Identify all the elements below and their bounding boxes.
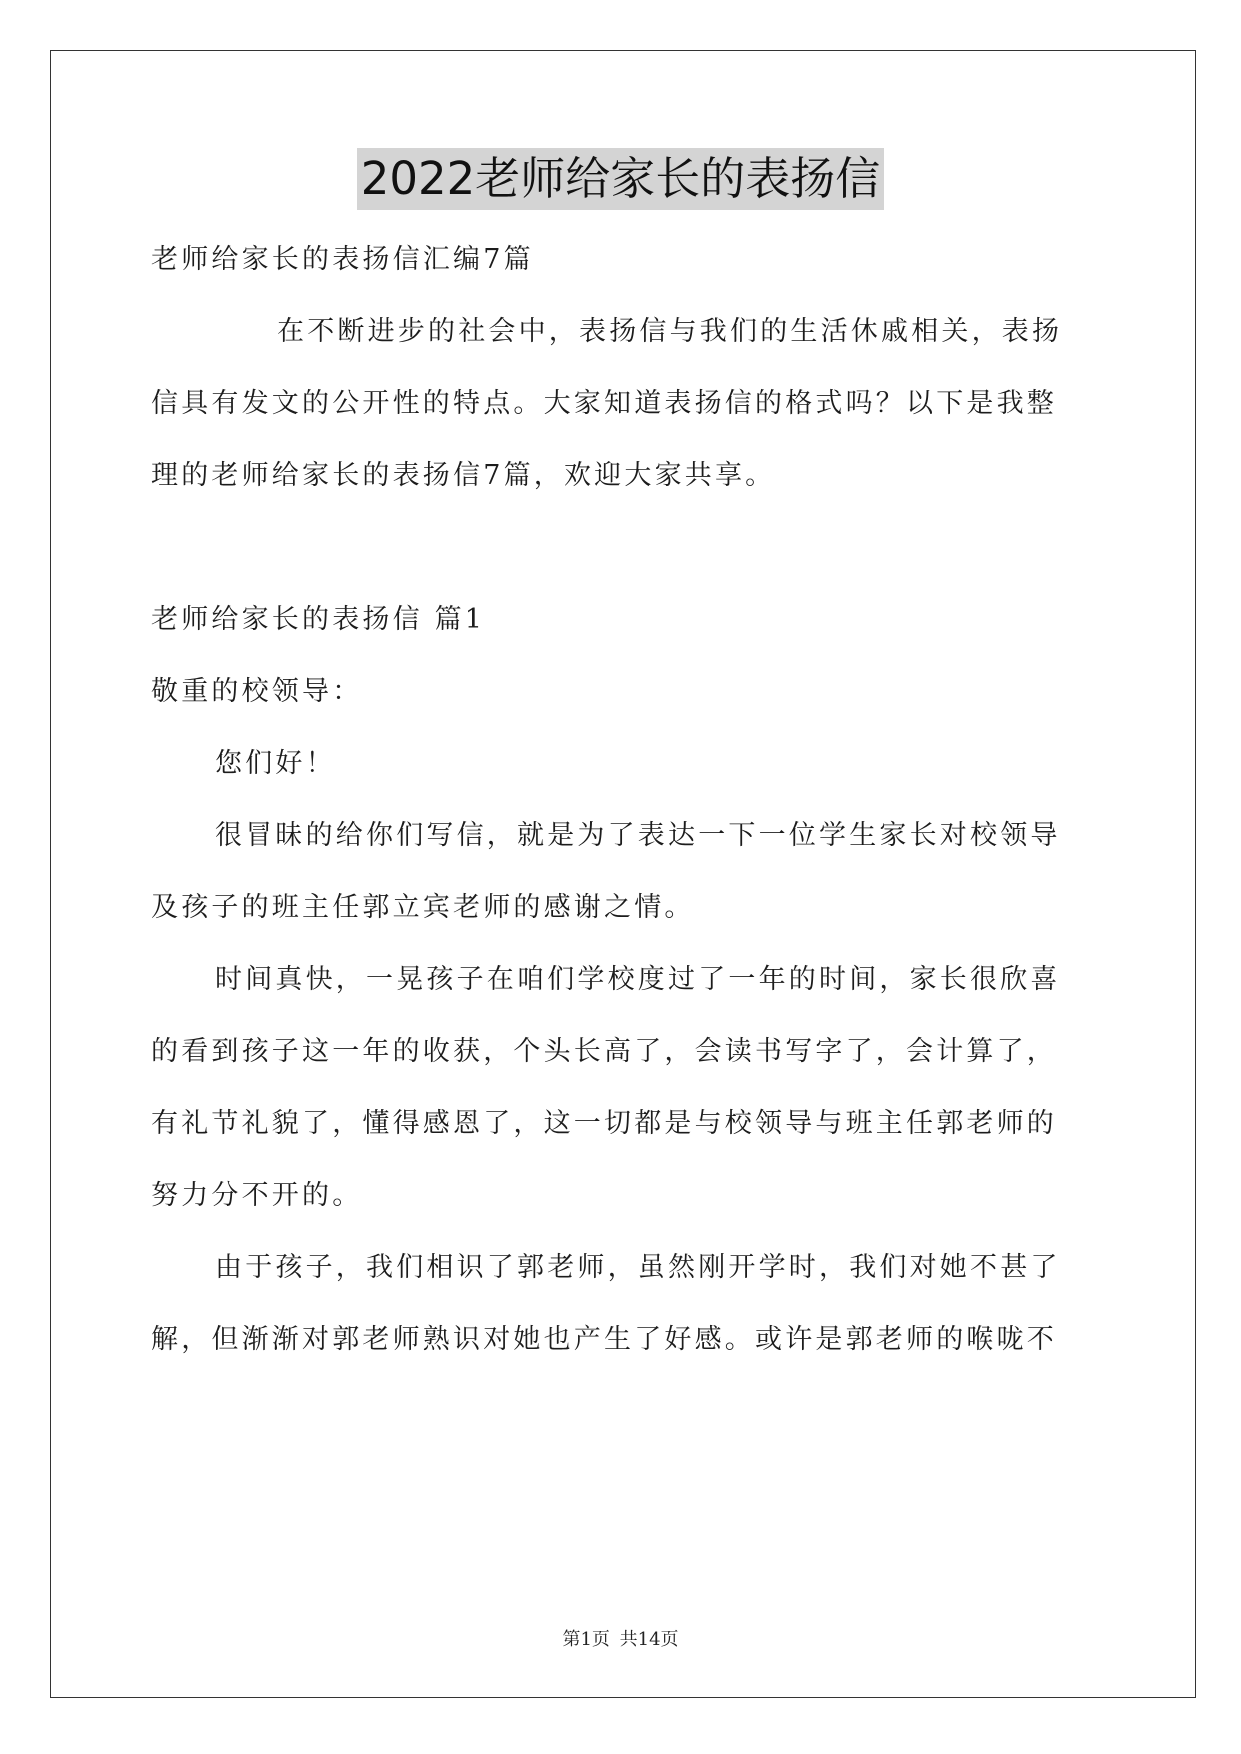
page-border [50,50,1196,1698]
paragraph-2-line-4: 努力分不开的。 [151,1180,363,1211]
page-footer [0,1628,1241,1652]
intro-line-1: 在不断进步的社会中，表扬信与我们的生活休戚相关，表扬 [277,316,1063,347]
section-heading: 老师给家长的表扬信 篇1 [151,604,486,635]
greeting: 您们好！ [215,748,336,779]
paragraph-2-line-3: 有礼节礼貌了，懂得感恩了，这一切都是与校领导与班主任郭老师的 [151,1108,1057,1139]
salutation: 敬重的校领导： [151,676,363,707]
intro-line-2: 信具有发文的公开性的特点。大家知道表扬信的格式吗？以下是我整 [151,388,1057,419]
page-number: 第1页 [562,1629,610,1650]
intro-line-3: 理的老师给家长的表扬信7篇，欢迎大家共享。 [151,460,776,491]
paragraph-2-line-1: 时间真快，一晃孩子在咱们学校度过了一年的时间，家长很欣喜 [215,964,1061,995]
collection-heading: 老师给家长的表扬信汇编7篇 [151,244,534,275]
paragraph-3-line-1: 由于孩子，我们相识了郭老师，虽然刚开学时，我们对她不甚了 [215,1252,1061,1283]
paragraph-1-line-2: 及孩子的班主任郭立宾老师的感谢之情。 [151,892,695,923]
page-total: 共14页 [619,1629,679,1650]
document-title: 2022老师给家长的表扬信 [357,148,885,210]
title-wrap [0,148,1241,210]
paragraph-1-line-1: 很冒昧的给你们写信，就是为了表达一下一位学生家长对校领导 [215,820,1061,851]
paragraph-2-line-2: 的看到孩子这一年的收获，个头长高了，会读书写字了，会计算了， [151,1036,1057,1067]
paragraph-3-line-2: 解，但渐渐对郭老师熟识对她也产生了好感。或许是郭老师的喉咙不 [151,1324,1057,1355]
